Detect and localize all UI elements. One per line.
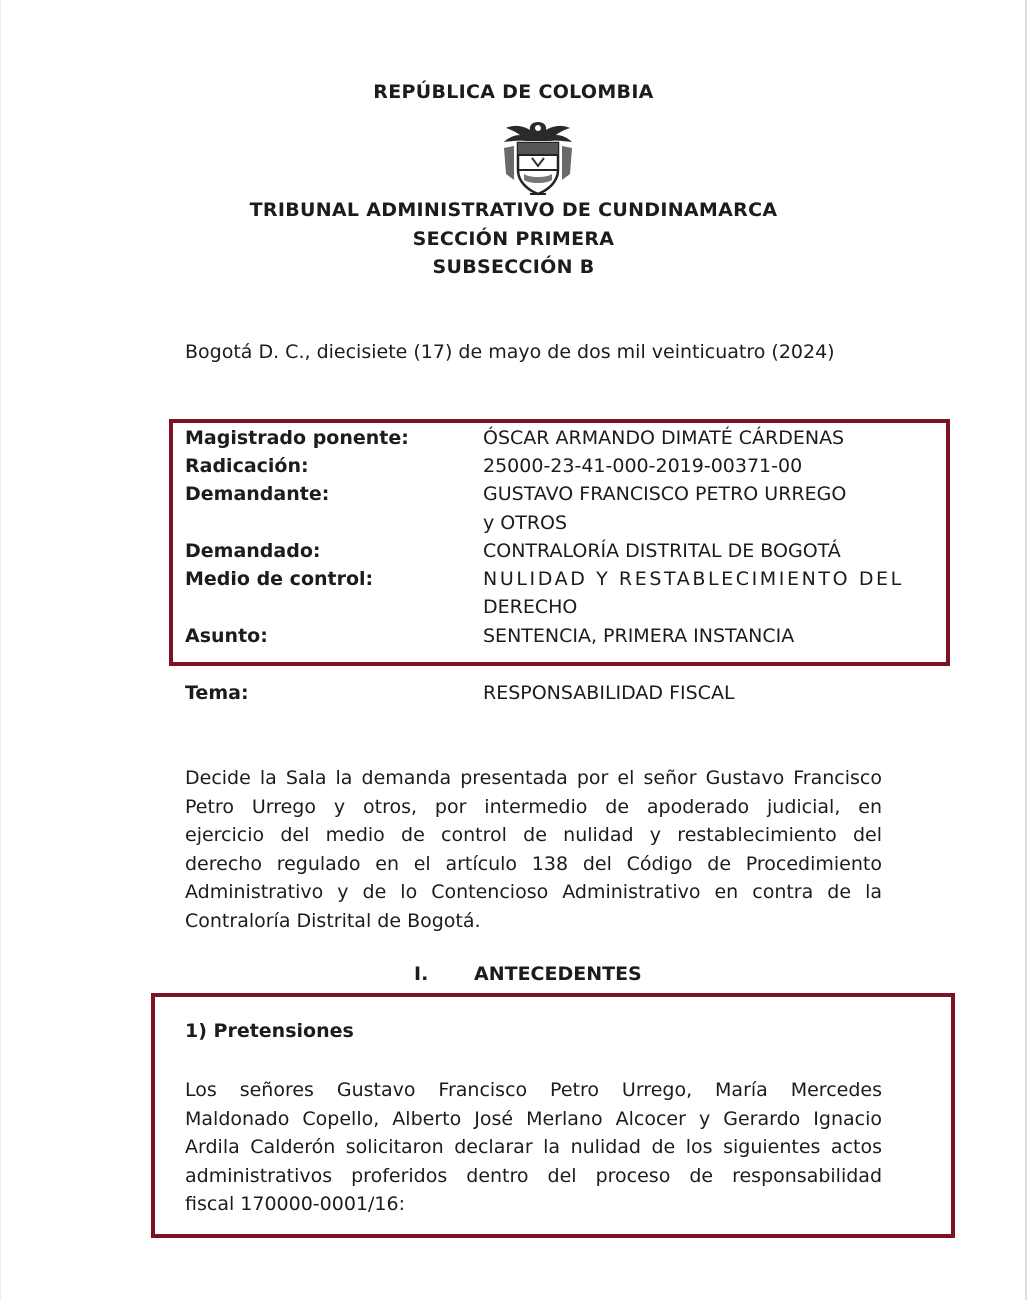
intro-paragraph [185,764,882,935]
intro-line: Contraloría Distrital de Bogotá. [185,909,481,932]
intro-line: derecho regulado en el artículo 138 del Código de Procedimiento [185,852,882,875]
intro-line: Petro Urrego y otros, por intermedio de apoderado judicial, en [185,795,882,818]
section-heading-top: SECCIÓN PRIMERA [412,228,615,250]
demandado-label: Demandado: [185,540,321,562]
medio-value [483,565,904,593]
medio-label: Medio de control: [185,568,374,590]
date-line: Bogotá D. C., diecisiete (17) de mayo de dos mil veinticuatro (2024) [185,341,835,363]
intro-line: ejercicio del medio de control de nulidad y restablecimiento del [185,824,882,846]
asunto-label: Asunto: [185,625,268,647]
magistrado-value: ÓSCAR ARMANDO DIMATÉ CÁRDENAS [483,427,845,449]
subsection-heading: SUBSECCIÓN B [432,256,595,278]
coat-of-arms-icon [496,118,580,198]
asunto-value: SENTENCIA, PRIMERA INSTANCIA [483,625,795,647]
court-heading: TRIBUNAL ADMINISTRATIVO DE CUNDINAMARCA [249,199,778,221]
tema-label: Tema: [185,682,249,704]
pretensiones-paragraph [185,1076,882,1219]
section-title: ANTECEDENTES [474,963,642,985]
demandado-value: CONTRALORÍA DISTRITAL DE BOGOTÁ [483,540,841,562]
radicacion-value: 25000-23-41-000-2019-00371-00 [483,455,803,477]
pretensiones-line: Maldonado Copello, Alberto José Merlano Alcocer y Gerardo Ignacio [185,1107,882,1130]
section-number: I. [414,963,429,985]
demandante-value-cont: y OTROS [483,512,568,534]
magistrado-label: Magistrado ponente: [185,427,409,449]
pretensiones-heading: 1) Pretensiones [185,1020,354,1042]
pretensiones-line: Los señores Gustavo Francisco Petro Urrego, María Mercedes [185,1079,882,1101]
radicacion-label: Radicación: [185,455,309,477]
medio-value-cont: DERECHO [483,596,578,618]
demandante-value: GUSTAVO FRANCISCO PETRO URREGO [483,483,847,505]
pretensiones-line: Ardila Calderón solicitaron declarar la nulidad de los siguientes actos [185,1136,882,1158]
tema-value: RESPONSABILIDAD FISCAL [483,682,735,704]
intro-line: Administrativo y de lo Contencioso Administrativo en contra de la [185,881,882,903]
pretensiones-line: administrativos proferidos dentro del proceso de responsabilidad [185,1164,882,1187]
pretensiones-line: fiscal 170000-0001/16: [185,1193,405,1215]
medio-value-text: NULIDAD Y RESTABLECIMIENTO DEL [483,568,904,590]
intro-line: Decide la Sala la demanda presentada por el señor Gustavo Francisco [185,767,882,789]
country-heading: REPÚBLICA DE COLOMBIA [373,81,654,103]
demandante-label: Demandante: [185,483,330,505]
